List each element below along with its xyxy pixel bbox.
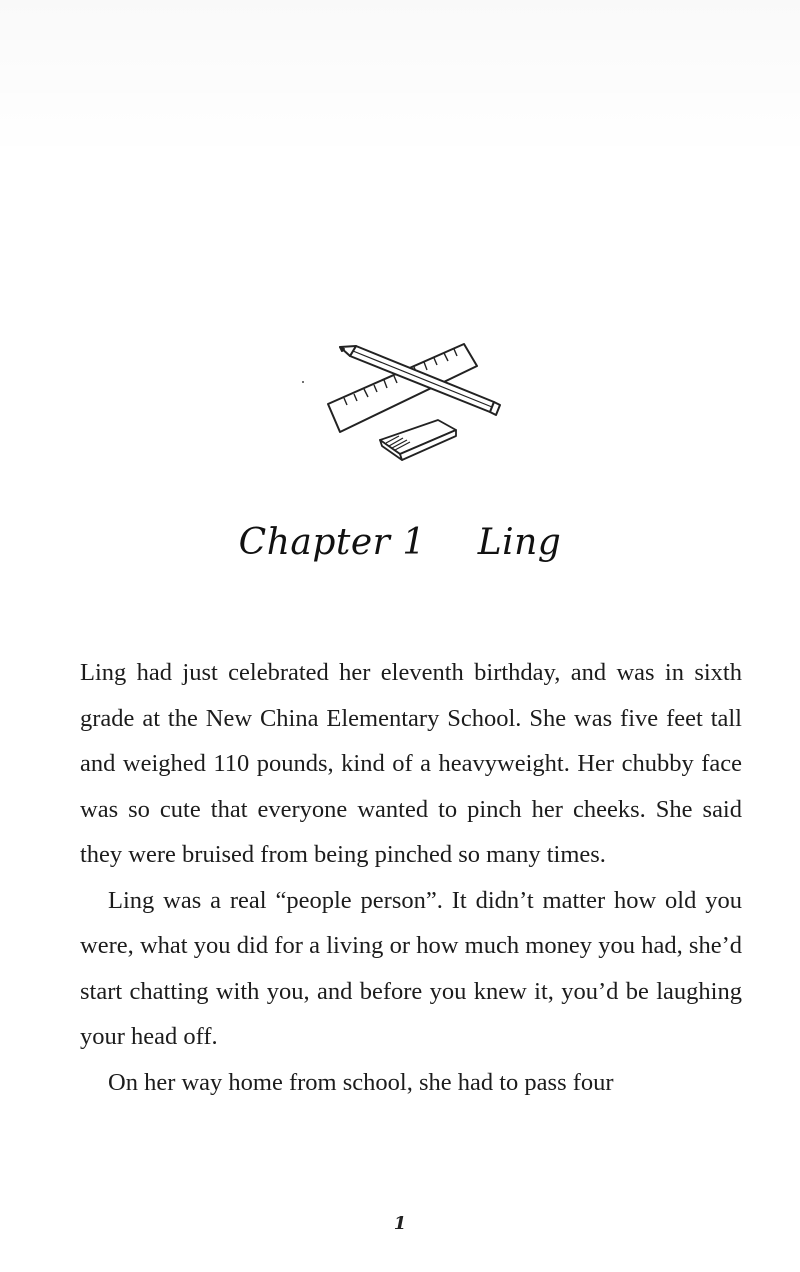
- chapter-illustration: [300, 330, 520, 470]
- chapter-title: Ling: [477, 522, 562, 563]
- page-shadow: [0, 0, 800, 160]
- ink-dot: [302, 381, 304, 383]
- paragraph: On her way home from school, she had to pass four: [108, 1068, 614, 1096]
- chapter-body: [80, 650, 742, 1105]
- paragraph: Ling was a real “people person”. It didn’t matter how old you were, what you did for a living or how much money you had, she’d start chatting with you, and before you knew it, you’d be laughing your head off.: [80, 886, 742, 1050]
- paragraph: Ling had just celebrated her eleventh birthday, and was in sixth grade at the New China Elementary School. She was five feet tall and weighed 110 pounds, kind of a heavyweight. Her chubby face was so cute that everyone wanted to pinch her cheeks. She said they were bruised from being pinched so many times.: [80, 659, 742, 868]
- chapter-number: 1: [402, 522, 426, 563]
- eraser-icon: [380, 420, 456, 460]
- page-number: 1: [393, 1213, 407, 1234]
- chapter-heading: [0, 522, 800, 563]
- chapter-label: Chapter: [238, 522, 391, 563]
